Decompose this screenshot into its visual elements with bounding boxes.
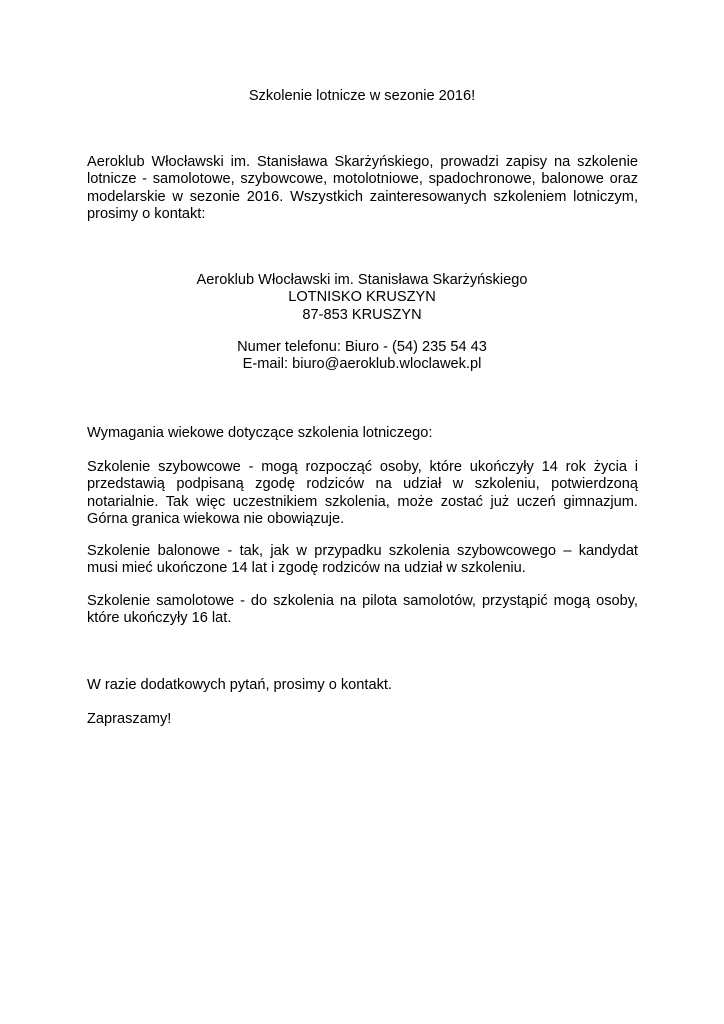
questions-paragraph bbox=[87, 677, 638, 694]
contact-block bbox=[0, 339, 724, 374]
age-requirements-heading bbox=[87, 425, 638, 442]
email-address: E-mail: biuro@aeroklub.wloclawek.pl bbox=[242, 356, 482, 373]
questions-text: W razie dodatkowych pytań, prosimy o kontakt. bbox=[87, 677, 392, 693]
intro-text: Aeroklub Włocławski im. Stanisława Skarżyńskiego, prowadzi zapisy na szkolenie lotnicze - samolotowe, szybowcowe, motolotniowe, spadochronowe, balonowe oraz modelarskie w sezonie 2016. Wszystkich zainteresowanych szkoleniem lotniczym, prosimy o kontakt: bbox=[87, 154, 638, 222]
glider-training-text: Szkolenie szybowcowe - mogą rozpocząć osoby, które ukończyły 14 rok życia i przedstawią podpisaną zgodę rodziców na udział w szkoleniu, potwierdzoną notarialnie. Tak więc uczestnikiem szkolenia, może zostać już uczeń gimnazjum. Górna granica wiekowa nie obowiązuje. bbox=[87, 459, 638, 527]
age-requirements-heading-text: Wymagania wiekowe dotyczące szkolenia lotniczego: bbox=[87, 425, 433, 441]
address-line-2: 87-853 KRUSZYN bbox=[302, 306, 422, 323]
invite-text: Zapraszamy! bbox=[87, 711, 172, 727]
address-line-1: LOTNISKO KRUSZYN bbox=[288, 289, 436, 306]
phone-number: Numer telefonu: Biuro - (54) 235 54 43 bbox=[237, 339, 487, 355]
balloon-training-text: Szkolenie balonowe - tak, jak w przypadku szkolenia szybowcowego – kandydat musi mieć ukończone 14 lat i zgodę rodziców na udział w szkoleniu. bbox=[87, 543, 638, 577]
address-block bbox=[0, 272, 724, 324]
invite-paragraph bbox=[87, 711, 638, 728]
glider-training-paragraph bbox=[87, 459, 638, 528]
page-title: Szkolenie lotnicze w sezonie 2016! bbox=[248, 88, 476, 104]
plane-training-text: Szkolenie samolotowe - do szkolenia na pilota samolotów, przystąpić mogą osoby, które ukończyły 16 lat. bbox=[87, 593, 638, 627]
intro-paragraph bbox=[87, 154, 638, 223]
balloon-training-paragraph bbox=[87, 543, 638, 578]
address-name: Aeroklub Włocławski im. Stanisława Skarżyńskiego bbox=[196, 272, 528, 288]
plane-training-paragraph bbox=[87, 593, 638, 628]
